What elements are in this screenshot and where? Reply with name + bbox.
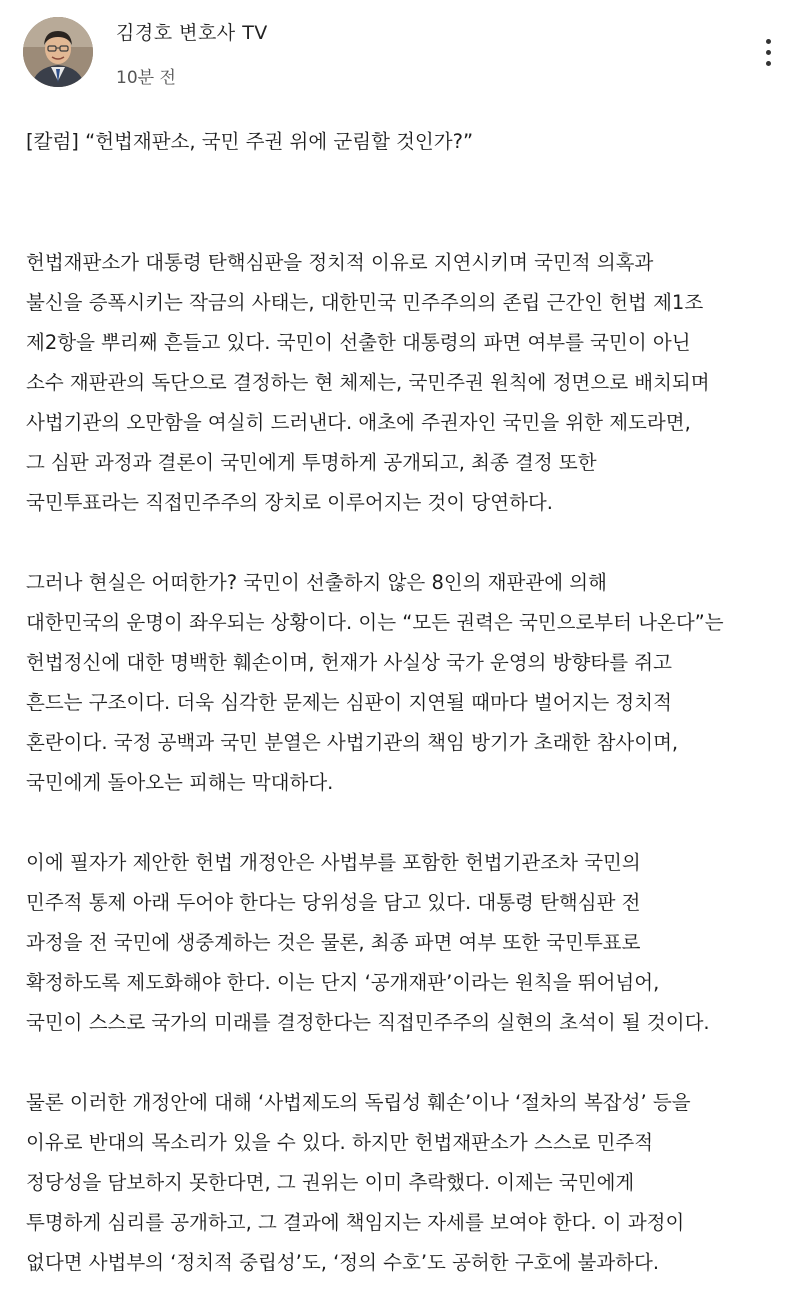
text-line: 헌법재판소가 대통령 탄핵심판을 정치적 이유로 지연시키며 국민적 의혹과: [26, 251, 654, 274]
more-vertical-icon: [766, 50, 771, 55]
text-line: 정당성을 담보하지 못한다면, 그 권위는 이미 추락했다. 이제는 국민에게: [26, 1171, 635, 1194]
profile-photo: [23, 17, 93, 87]
text-line: 국민에게 돌아오는 피해는 막대하다.: [26, 771, 334, 794]
text-line: 제2항을 뿌리째 흔들고 있다. 국민이 선출한 대통령의 파면 여부를 국민이 아닌: [26, 331, 691, 354]
text-line: 소수 재판관의 독단으로 결정하는 현 체제는, 국민주권 원칙에 정면으로 배치되며: [26, 371, 710, 394]
text-line: 없다면 사법부의 ‘정치적 중립성’도, ‘정의 수호’도 공허한 구호에 불과하다.: [26, 1251, 660, 1274]
avatar[interactable]: [23, 17, 93, 87]
more-vertical-icon: [766, 39, 771, 44]
text-line: 흔드는 구조이다. 더욱 심각한 문제는 심판이 지연될 때마다 벌어지는 정치적: [26, 691, 672, 714]
post-body: [26, 118, 776, 1283]
post-title: [칼럼] “헌법재판소, 국민 주권 위에 군림할 것인가?”: [26, 130, 474, 153]
paragraph: [26, 563, 776, 803]
text-line: 국민이 스스로 국가의 미래를 결정한다는 직접민주주의 실현의 초석이 될 것이다.: [26, 1011, 710, 1034]
text-line: 국민투표라는 직접민주주의 장치로 이루어지는 것이 당연하다.: [26, 491, 553, 514]
text-line: 투명하게 심리를 공개하고, 그 결과에 책임지는 자세를 보여야 한다. 이 과정이: [26, 1211, 685, 1234]
paragraph: [26, 243, 776, 523]
post-header: [0, 0, 800, 100]
text-line: 민주적 통제 아래 두어야 한다는 당위성을 담고 있다. 대통령 탄핵심판 전: [26, 891, 641, 914]
text-line: 불신을 증폭시키는 작금의 사태는, 대한민국 민주주의의 존립 근간인 헌법 제1조: [26, 291, 704, 314]
text-line: 혼란이다. 국정 공백과 국민 분열은 사법기관의 책임 방기가 초래한 참사이며,: [26, 731, 679, 754]
text-line: 이에 필자가 제안한 헌법 개정안은 사법부를 포함한 헌법기관조차 국민의: [26, 851, 641, 874]
more-options-button[interactable]: [750, 30, 786, 74]
text-line: 과정을 전 국민에 생중계하는 것은 물론, 최종 파면 여부 또한 국민투표로: [26, 931, 641, 954]
text-line: 헌법정신에 대한 명백한 훼손이며, 헌재가 사실상 국가 운영의 방향타를 쥐고: [26, 651, 672, 674]
text-line: 이유로 반대의 목소리가 있을 수 있다. 하지만 헌법재판소가 스스로 민주적: [26, 1131, 654, 1154]
text-line: 대한민국의 운명이 좌우되는 상황이다. 이는 “모든 권력은 국민으로부터 나온다”는: [26, 611, 724, 634]
text-line: 물론 이러한 개정안에 대해 ‘사법제도의 독립성 훼손’이나 ‘절차의 복잡성’ 등을: [26, 1091, 691, 1114]
paragraph: [26, 843, 776, 1043]
more-vertical-icon: [766, 61, 771, 66]
text-line: 사법기관의 오만함을 여실히 드러낸다. 애초에 주권자인 국민을 위한 제도라면,: [26, 411, 691, 434]
text-line: 확정하도록 제도화해야 한다. 이는 단지 ‘공개재판’이라는 원칙을 뛰어넘어,: [26, 971, 660, 994]
text-line: 그 심판 과정과 결론이 국민에게 투명하게 공개되고, 최종 결정 또한: [26, 451, 597, 474]
text-line: 그러나 현실은 어떠한가? 국민이 선출하지 않은 8인의 재판관에 의해: [26, 571, 607, 594]
paragraph: [26, 1083, 776, 1283]
post-time: 10분 전: [116, 68, 176, 88]
channel-name[interactable]: 김경호 변호사 TV: [116, 22, 268, 44]
